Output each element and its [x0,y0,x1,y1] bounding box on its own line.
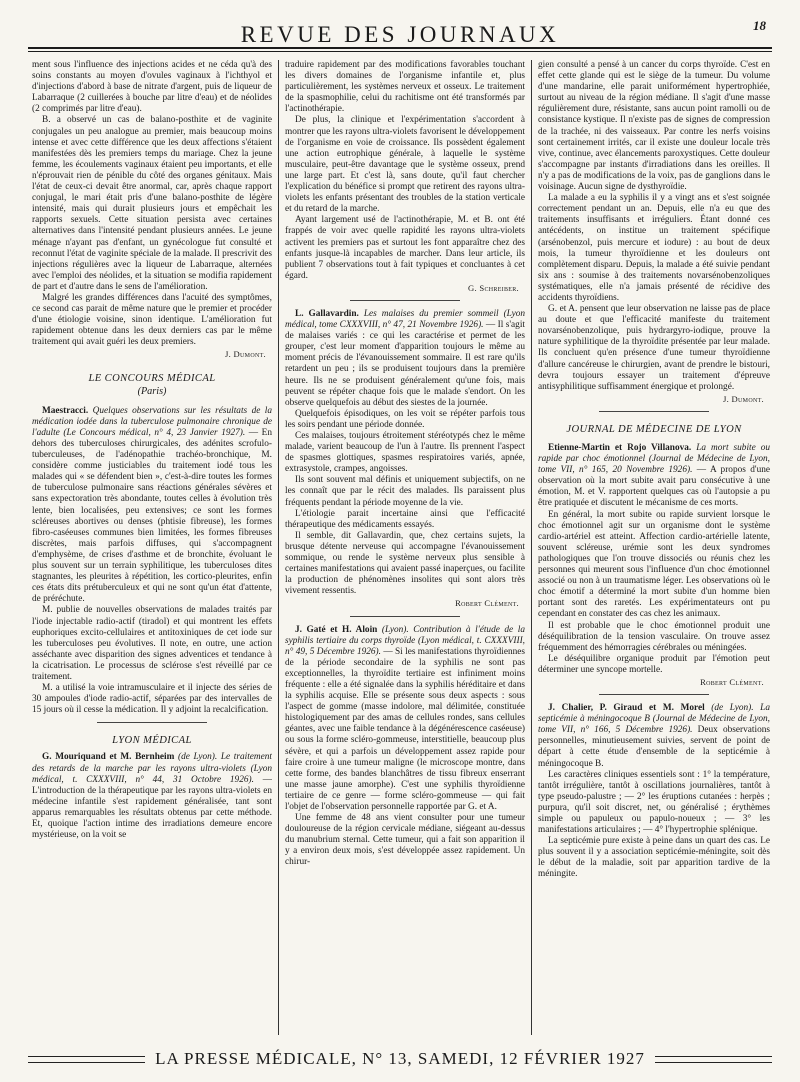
section-heading: LE CONCOURS MÉDICAL [88,372,216,384]
header-rule [28,47,772,49]
paragraph: Il semble, dit Gallavardin, que, chez certains sujets, la brusque détente nerveuse qui accompagne l'évanouissement sommique, ou rende le système nerveux plus sensible à certaines manifestations qui avaient passé inaperçues, ou facilite la production de phénomènes insolites qui sont alors très vivement ressentis. [285,530,525,597]
section-heading: JOURNAL DE MÉDECINE DE LYON [566,423,742,435]
paragraph: La septicémie pure existe à peine dans un quart des cas. Le plus souvent il y a association septicémie-méningite, soit dès le début de la maladie, soit par apparition tardive de la méningite. [538,836,770,880]
paragraph: Il est probable que le choc émotionnel produit une déséquilibration de la tension vasculaire. On trouve assez fréquemment des hémorragies cérébrales ou méningées. [538,620,770,653]
footer-rule-right [655,1056,772,1063]
section-rule [599,694,709,695]
citation-title: Quelques observations sur les résultats de la médication iodée dans la tuberculose pulmonaire chronique de l'adulte (Le Concours médical, n° 4, 23 Janvier 1927). [32,405,272,438]
review-text: — En dehors des tuberculoses chirurgicales, des adénites scrofulo-tuberculeuses, de l'adénopathie trachéo-bronchique, M. considère comme justiciables du traitement iodé tous les malades qui « se défendent bien », c'est-à-dire toutes les formes de tuberculose pulmonaire sans réactions générales sévères et sans expectoration très abondante, toutes celles à évolution très lente, bien localisées, peu extensives; ce sont les formes scléreuses abortives ou denses (phtisie fibreuse), les formes fibro-caséeuses communes bien limitées, les formes fibreuses discrètes, mais parfois diffuses, qui s'accompagnent d'emphysème, de crises d'asthme et de bronchite, évoluant le plus souvent sur un terrain syphilitique, les tuberculoses dites stagnantes, les pleurites à répétition, les cortico-pleurites, enfin ces états dits prétuberculeux et qui ne sont qu'un état d'attente, de préréchute. [32,427,272,605]
paragraph: ment sous l'influence des injections acides et ne céda qu'à des soins constants au moyen d'ovules vaginaux à l'ichthyol et d'injections d'abord à base de nitrate d'argent, puis de liqueur de Labarraque (2 cuillerées à bouche par litre d'eau) et de néolides (2 comprimés par litre d'eau). [32,60,272,115]
paragraph: L'étiologie parait incertaine ainsi que l'efficacité thérapeutique des médicaments essayés. [285,508,525,530]
section-rule [350,300,460,301]
review-text: Deux observations personnelles, minutieusement suivies, servent de point de départ à cette étude d'ensemble de la septicémie à méningocoque B. [538,725,770,769]
citation-authors: G. Mouriquand et M. Bernheim [42,752,175,763]
citation-authors: L. Gallavardin. [295,308,359,319]
review-entry [32,406,272,606]
citation-authors: Maestracci. [42,405,89,416]
author-signature: Robert Clément. [455,598,519,609]
paragraph: G. et A. pensent que leur observation ne laisse pas de place au doute et que l'efficacité manifeste du traitement novarsénobenzolique, puis hydrargyro-iodique, prouve la nature syphilitique de la thyroïdite présentée par leur malade. Ils concluent qu'en présence d'une tumeur thyroïdienne d'allure cancéreuse le chirurgien, avant de prendre le bistouri, devra toujours essayer un traitement d'épreuve antisyphilitique suffisamment énergique et prolongé. [538,304,770,392]
paragraph: La malade a eu la syphilis il y a vingt ans et s'est soignée correctement pendant un an. Depuis, elle n'a eu que des traitements insuffisants et irréguliers. Étant donné ces antécédents, on institue un traitement spécifique (arsénobenzol, puis mercure et iodure) : au bout de deux mois, la tumeur thyroïdienne et les douleurs ont complètement disparu. Depuis, la malade a été suivie pendant six ans : soumise à des traitements novarsénobenzoliques systématiques, elle n'a jamais présenté de récidive des accidents thyroïdiens. [538,193,770,303]
review-entry [285,625,525,814]
column-divider [531,60,532,1035]
paragraph: traduire rapidement par des modifications favorables touchant les divers domaines de l'organisme infantile et, plus particulièrement, les systèmes nerveux et osseux. Le traitement de la spasmophilie, celui du rachitisme ont été transformés par l'actinothérapie. [285,60,525,115]
author-signature: Robert Clément. [700,676,764,687]
review-text: — L'introduction de la thérapeutique par les rayons ultra-violets en médecine infantile s'est rapidement généralisée, tant sont apparus remarquables les résultats obtenus par cette méthode. Et, quoique l'action intime des irradiations demeure encore mystérieuse, on la voit se [32,774,272,841]
citation-authors: J. Chalier, P. Giraud et M. Morel [548,703,705,714]
page-header [28,8,772,48]
column-1 [32,60,272,1035]
header-rule-thin [28,51,772,52]
paragraph: M. publie de nouvelles observations de malades traités par l'iode injectable radio-actif (tiradol) et qui montrent les effets euphoriques excito-cellulaires et antitoxiniques de cet iode sur les tuberculoses peu évolutives. Il note, en outre, une action asséchante avec disparition des signes adventices et tendance à la cicatrisation. Le processus de sclérose s'est réveillé par ce traitement. [32,605,272,682]
citation-authors: J. Gaté et H. Aloin [295,624,378,635]
paragraph: De plus, la clinique et l'expérimentation s'accordent à montrer que les rayons ultra-violets favorisent le développement de l'organisme en voie de croissance. Ils possèdent également une action eutrophique générale, à laquelle le système musculaire, peut-être davantage que le système osseux, prend une large part. Et c'est là, sans doute, qu'il faut chercher l'explication du bénéfice si prompt que retirent des rayons ultra-violets les enfants présentant des troubles de la station verticale et du retard de la marche. [285,115,525,215]
review-text: — A propos d'une observation où la mort subite avait paru consécutive à une émotion, M. et V. rapportent quelques cas où l'autopsie a pu être pratiquée et discutent le mécanisme de ces morts. [538,465,770,509]
column-3 [538,60,770,1035]
paragraph: gien consulté a pensé à un cancer du corps thyroïde. C'est en effet cette glande qui est le siège de la tumeur. Du volume d'une mandarine, elle parait uniformément hypertrophiée, surtout au niveau de la région médiane. Il s'agit d'une masse régulièrement dure, résistante, sans aucun point ramolli ou de consistance kystique. Il n'existe pas de signes de compression de la trachée, ni des vaisseaux. Par contre les nerfs voisins sont certainement irrités, car il existe une douleur locale très vive, continue, avec élancements paroxystiques. Cette douleur s'accompagne par instants d'irradiations dans les oreilles. Il n'y a pas de modifications de la voix, pas de ganglions dans le voisinage. Aucun signe de dysthyroïdie. [538,60,770,193]
citation-authors: Etienne-Martin et Rojo Villanova. [548,443,692,453]
section-rule [97,722,207,723]
citation-title: (Lyon). Contribution à l'étude de la syphilis tertiaire du corps thyroïde (Lyon médical, t. CXXXVIII, n° 49, 5 Décembre 1926). [285,624,525,657]
review-text: — Il s'agit de malaises variés : ce qui les caractérise et permet de les grouper, c'est leur moment d'apparition toujours le même au moment précis de l'évanouissement sommaire. Il est rare qu'ils retardent un peu ; ils se produisent toujours dans la première heure. Ils ne se produisent généralement qu'une fois, mais peuvent se répéter chaque fois que le malade s'endort. On les observe quelquefois au début des siestes de la journée. [285,320,525,408]
author-signature: G. Schreiber. [468,282,519,293]
paragraph: En général, la mort subite ou rapide survient lorsque le choc émotionnel agit sur un organisme dont le système cardio-artériel est atteint. Affection cardio-artérielle latente, souvent scléreuse, urémie sont les deux syndromes pathologiques que l'on trouve dissociés ou réunis chez les personnes qui meurent sous l'influence d'un choc émotionnel associé ou non à un traumatisme léger. Les observations où le choc émotif a déterminé la mort subite d'un homme bien portant sont des raretés. Les expérimentateurs ont pu cependant en constater des cas chez les animaux. [538,509,770,620]
paragraph: M. a utilisé la voie intramusculaire et il injecte des séries de 30 ampoules d'iode radio-actif, séparées par des intervalles de 15 jours où il cesse la médication. Il y adjoint la recalcification. [32,683,272,716]
column-divider [278,60,279,1035]
footer-rule-left [28,1056,145,1063]
review-entry [32,752,272,841]
page-footer [28,1046,772,1072]
citation-title: (de Lyon). La septicémie à méningocoque B (Journal de Médecine de Lyon, tome VII, n° 166, 5 Décembre 1926). [538,703,770,736]
paragraph: Les caractères cliniques essentiels sont : 1° la température, tantôt irrégulière, tantôt à oscillations journalières, tantôt à type pseudo-palustre ; — 2° les éruptions cutanées : herpès ; purpura, qu'il soit discret, net, ou généralisé ; érythèmes simple ou papuleux ou papulo-noueux ; — 3° les manifestations articulaires ; — 4° l'hypertrophie splénique. [538,769,770,836]
author-signature: J. Dumont. [723,393,764,404]
review-entry [285,309,525,409]
section-subheading: (Paris) [137,385,167,397]
article-columns [32,60,770,1035]
paragraph: Une femme de 48 ans vient consulter pour une tumeur douloureuse de la région cervicale médiane, siégeant au-dessus du manubrium sternal. Cette tumeur, qui a fait son apparition il y a environ deux mois, s'est développée assez rapidement. Un chirur- [285,813,525,868]
paragraph: Ayant largement usé de l'actinothérapie, M. et B. ont été frappés de voir avec quelle rapidité les rayons ultra-violets activent les premiers pas et surtout les font apparaître chez des enfants jusque-là incapables de marcher. Dans leur article, ils publient 7 observations tout à fait typiques et concluantes à cet égard. [285,215,525,281]
footer-journal-line: LA PRESSE MÉDICALE, N° 13, SAMEDI, 12 FÉVRIER 1927 [155,1049,645,1068]
column-2 [285,60,525,1035]
paragraph: Le déséquilibre organique produit par l'émotion peut déterminer une syncope mortelle. [538,653,770,675]
section-rule [599,411,709,412]
citation-title: (de Lyon). Le traitement des retards de la marche par les rayons ultra-violets (Lyon médical, t. CXXXVIII, n° 44, 31 Octobre 1926). [32,752,272,785]
review-entry [538,443,770,510]
paragraph: Ces malaises, toujours étroitement stéréotypés chez le même malade, varient beaucoup de l'un à l'autre. Ils prennent l'aspect de spasmes glottiques, spasmes respiratoires variés, apnée, extrasystole, crampes, angoisses. [285,431,525,475]
paragraph: B. a observé un cas de balano-posthite et de vaginite conjugales un peu analogue au premier, mais beaucoup moins intense et avec cette différence que les deux affections s'étaient manifestées dès les premiers temps du mariage. Chez la jeune femme, les écoulements vaginaux étaient peu importants, et elle n'éprouvait rien de pénible du côté des organes génitaux. Mais l'état de ceux-ci devait être anormal, car, après chaque rapport conjugal, le mari était pris d'une balano-posthite de légère intensité, mais qui durait plusieurs jours et empêchait les rapports sexuels. Cette situation persista avec certaines alternatives dans l'intensité pendant plusieurs années. Le jeune ménage n'ayant pas d'enfant, un gynécologue fut consulté et reconnut l'état de vaginite spéciale de la malade. Il prescrivit des injections régulières avec la liqueur de Labarraque, alternées avec l'emploi des néolides, et la situation se modifia rapidement de part et d'autre dans le sens de l'amélioration. [32,115,272,292]
author-signature: J. Dumont. [225,349,266,360]
review-text: — Si les manifestations thyroïdiennes de la période secondaire de la syphilis ne sont pas exceptionnelles, la thyroïdite tertiaire est infiniment moins fréquente : elle a été signalée dans la syphilis héréditaire et dans la syphilis acquise. Elle se présente sous deux aspects : sous l'aspect de gomme (masse indolore, mal délimitée, constituée histologiquement par des amas de cellules rondes, sans cellules géantes, avec une faible tendance à la dégénérescence caséeuse) ou sous la forme scléro-gommeuse, interstitielle, beaucoup plus sévère, et qui a parfois un développement assez rapide pour faire croire à une tumeur maligne (le microscope montre, dans cette forme, des bandes blanchâtres de tissu fibreux enserrant une masse jaune amorphe). C'est une syphilis thyroïdienne tertiaire de ce genre — forme scléro-gommeuse — qui fait l'objet de l'observation personnelle rapportée par G. et A. [285,646,525,812]
journal-title: REVUE DES JOURNAUX [240,22,560,47]
section-heading: LYON MÉDICAL [112,735,192,747]
citation-title: La mort subite ou rapide par choc émotionnel (Journal de Médecine de Lyon, tome VII, n° 165, 20 Novembre 1926). [538,443,770,476]
citation-title: Les malaises du premier sommeil (Lyon médical, tome CXXXVIII, n° 47, 21 Novembre 1926). [285,308,525,331]
paragraph: Quelquefois épisodiques, on les voit se répéter parfois tous les soirs pendant une période donnée. [285,408,525,430]
page-number: 18 [753,18,766,33]
section-rule [350,616,460,617]
paragraph: Ils sont souvent mal définis et uniquement subjectifs, on ne les connaît que par le récit des malades. Ils paraissent plus fréquents pendant la période moyenne de la vie. [285,475,525,508]
review-entry [538,703,770,770]
paragraph: Malgré les grandes différences dans l'acuité des symptômes, ce second cas parait de même nature que le premier et procéder d'une étiologie voisine, sinon identique. L'amélioration fut rapidement obtenue dans les deux derniers cas par le même traitement qui avait guéri les deux premiers. [32,292,272,348]
